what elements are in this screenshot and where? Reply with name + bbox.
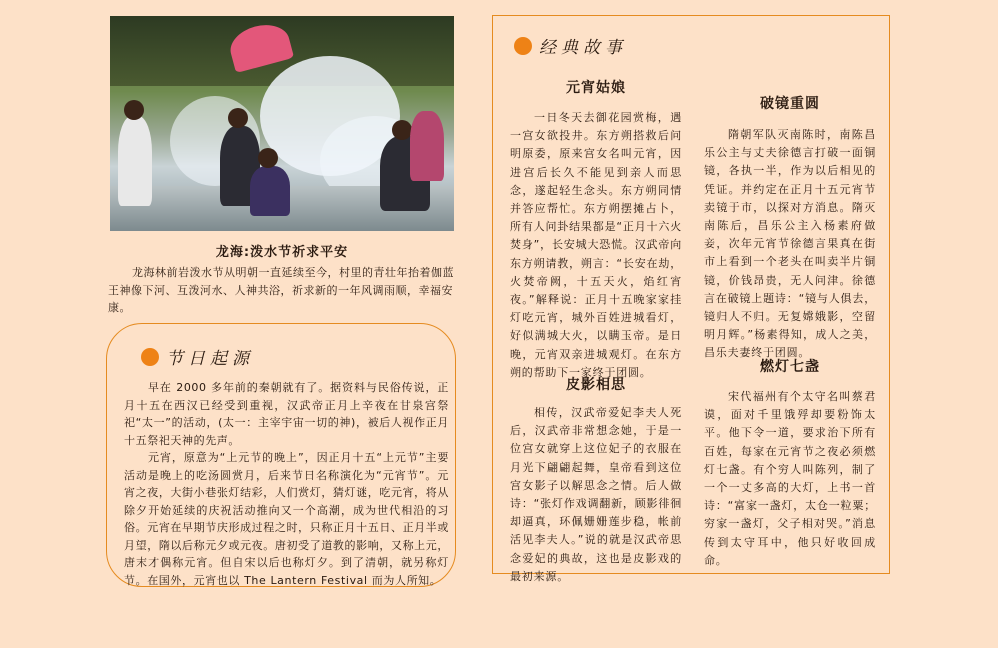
photo-caption-text: 龙海林前岩泼水节从明朝一直延续至今，村里的青壮年抬着伽蓝王神像下河、互泼河水、人神共浴，祈求新的一年风调雨顺，幸福安康。 [108, 266, 454, 314]
person-head [124, 100, 144, 120]
person [118, 116, 152, 206]
story-title-broken-mirror: 破镜重圆 [760, 96, 820, 112]
person [250, 166, 290, 216]
person [410, 111, 444, 181]
story-title-shadow-puppet: 皮影相思 [566, 377, 626, 393]
stories-heading: 经典故事 [539, 38, 627, 58]
story-title-yuanxiao-girl: 元宵姑娘 [566, 80, 626, 96]
story-text-shadow-puppet: 相传，汉武帝爱妃李夫人死后，汉武帝非常想念她，于是一位宫女就穿上这位妃子的衣服在月光下翩翩起舞，皇帝看到这位宫女影子以解思念之情。后人做诗：“张灯作戏调翻新，顾影徘徊却逼真，环佩姗姗莲步稳，帐前活见李夫人。”说的就是汉武帝思念爱妃的典故，这也是皮影戏的最初来源。 [510, 406, 682, 583]
person-head [392, 120, 412, 140]
story-text-broken-mirror: 隋朝军队灭南陈时，南陈昌乐公主与丈夫徐德言打破一面铜镜，各执一半，作为以后相见的凭证。并约定在正月十五元宵节卖镜于市，以探对方消息。隋灭南陈后，昌乐公主入杨素府做妾，次年元宵节徐德言果真在街市上看到一个老头在叫卖半片铜镜，价钱昂贵，无人问津。徐德言在破镜上题诗：“镜与人俱去，镜归人不归。无复嫦娥影，空留明月辉。”杨素得知，成人之美，昌乐夫妻终于团圆。 [704, 128, 876, 360]
origin-heading: 节日起源 [166, 349, 254, 369]
bullet-dot-icon [514, 37, 532, 55]
story-title-seven-lamps: 燃灯七盏 [760, 359, 820, 375]
bullet-dot-icon [141, 348, 159, 366]
person-head [258, 148, 278, 168]
story-text-seven-lamps: 宋代福州有个太守名叫蔡君谟，面对千里饿殍却要粉饰太平。他下令一道，要求治下所有百姓，每家在元宵节之夜必须燃灯七盏。有个穷人叫陈列，制了一个一丈多高的大灯，上书一首诗：“富家一盏灯，太仓一粒粟；穷家一盏灯，父子相对哭。”消息传到太守耳中，他只好收回成命。 [704, 390, 876, 567]
water-splashing-festival-photo [110, 16, 454, 231]
photo-caption-title: 龙海:泼水节祈求平安 [215, 245, 349, 260]
origin-paragraph-1: 早在 2000 多年前的秦朝就有了。据资料与民俗传说，正月十五在西汉已经受到重视，汉武帝正月上辛夜在甘泉宫祭祀“太一”的活动，(太一：主宰宇宙一切的神)，被后人视作正月十五祭祀天神的先声。 [124, 381, 449, 447]
story-text-yuanxiao-girl: 一日冬天去御花园赏梅，遇一宫女欲投井。东方朔搭救后问明原委，原来宫女名叫元宵，因进宫后长久不能见到亲人而思念，遂起轻生念头。东方朔同情并答应帮忙。东方朔摆摊占卜，所有人问卦结果都是“正月十六火焚身”，长安城大恐慌。汉武帝向东方朔请教，朔言：“长安在劫，火焚帝阙，十五天火，焰红宵夜。”解释说：正月十五晚家家挂灯吃元宵，城外百姓进城看灯，好似满城大火，以瞒玉帝。是日晚，元宵双亲进城观灯。在东方朔的帮助下一家终于团圆。 [510, 111, 682, 379]
origin-paragraph-2: 元宵，原意为“上元节的晚上”，因正月十五“上元节”主要活动是晚上的吃汤圆赏月，后来节日名称演化为“元宵节”。元宵之夜，大街小巷张灯结彩，人们赏灯，猜灯谜，吃元宵，将从除夕开始延续的庆祝活动推向又一个高潮，成为世代相沿的习俗。元宵在早期节庆形成过程之时，只称正月十五日、正月半或月望，隋以后称元夕或元夜。唐初受了道教的影响，又称上元，唐末才偶称元宵。但自宋以后也称灯夕。到了清朝，就另称灯节。在国外，元宵也以 The Lantern Festival 而为人所知。 [124, 451, 449, 587]
person-head [228, 108, 248, 128]
